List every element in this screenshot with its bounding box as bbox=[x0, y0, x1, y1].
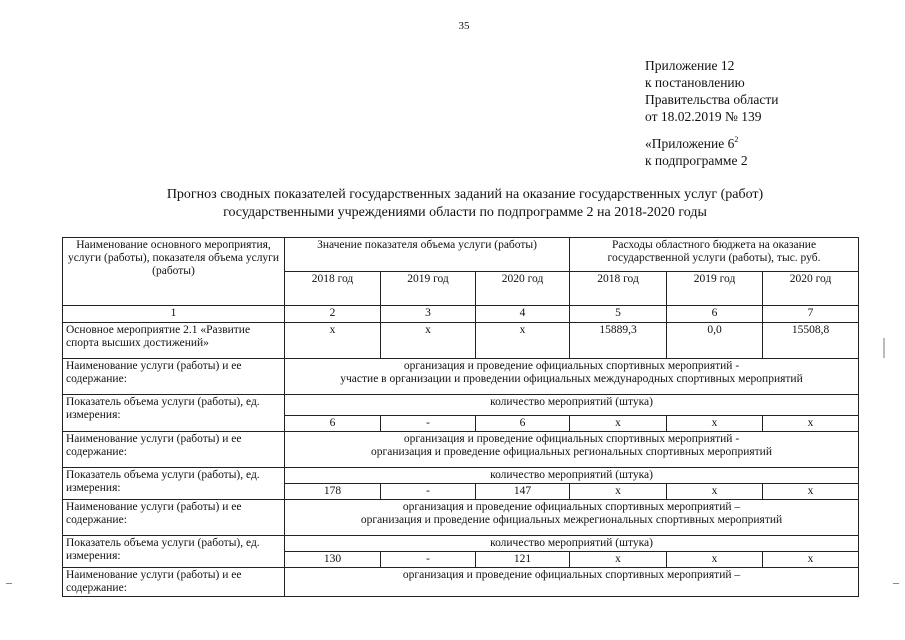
table-cell: 15508,8 bbox=[763, 323, 859, 359]
table-cell: x bbox=[285, 323, 381, 359]
scan-edge-mark bbox=[883, 338, 885, 358]
indicator-row bbox=[63, 468, 859, 484]
service-description-line-1: организация и проведение официальных спортивных мероприятий - bbox=[403, 433, 740, 445]
main-activity-row bbox=[63, 323, 859, 359]
service-description bbox=[285, 359, 859, 395]
scan-edge-mark-left bbox=[6, 583, 12, 584]
appendix-line-5-sup: 2 bbox=[734, 135, 739, 144]
table-cell: - bbox=[381, 416, 476, 432]
table-cell: x bbox=[763, 552, 859, 568]
header-group-expenses: Расходы областного бюджета на оказание государственной услуги (работы), тыс. руб. bbox=[570, 238, 859, 272]
service-row bbox=[63, 568, 859, 597]
indicator-description: количество мероприятий (штука) bbox=[285, 395, 859, 416]
appendix-line-5-main: «Приложение 6 bbox=[645, 136, 735, 151]
indicator-description: количество мероприятий (штука) bbox=[285, 468, 859, 484]
service-description-line-2: организация и проведение официальных региональных спортивных мероприятий bbox=[371, 446, 772, 458]
column-number: 6 bbox=[667, 306, 763, 323]
appendix-line-3: Правительства области bbox=[645, 92, 779, 107]
service-label: Наименование услуги (работы) и ее содержание: bbox=[63, 568, 285, 597]
header-year: 2020 год bbox=[476, 272, 570, 306]
service-label: Наименование услуги (работы) и ее содержание: bbox=[63, 359, 285, 395]
table-cell: x bbox=[570, 416, 667, 432]
service-description bbox=[285, 568, 859, 597]
service-description-line-2: участие в организации и проведении официальных международных спортивных мероприятий bbox=[340, 373, 803, 385]
indicator-label: Показатель объема услуги (работы), ед. измерения: bbox=[63, 468, 285, 500]
column-number: 5 bbox=[570, 306, 667, 323]
appendix-line-2: к постановлению bbox=[645, 75, 745, 90]
table-cell: - bbox=[381, 484, 476, 500]
table-cell: - bbox=[381, 552, 476, 568]
appendix-line-4: от 18.02.2019 № 139 bbox=[645, 109, 762, 124]
service-label: Наименование услуги (работы) и ее содержание: bbox=[63, 500, 285, 536]
column-number: 1 bbox=[63, 306, 285, 323]
table-cell: 6 bbox=[476, 416, 570, 432]
table-cell: 147 bbox=[476, 484, 570, 500]
table-cell: 178 bbox=[285, 484, 381, 500]
table-cell: x bbox=[763, 484, 859, 500]
main-activity-name: Основное мероприятие 2.1 «Развитие спорта высших достижений» bbox=[63, 323, 285, 359]
table-cell: x bbox=[570, 552, 667, 568]
column-number: 4 bbox=[476, 306, 570, 323]
service-description bbox=[285, 500, 859, 536]
indicator-description: количество мероприятий (штука) bbox=[285, 536, 859, 552]
service-description-line-1: организация и проведение официальных спортивных мероприятий - bbox=[403, 360, 740, 372]
table-cell: 6 bbox=[285, 416, 381, 432]
table-cell: x bbox=[667, 416, 763, 432]
header-year: 2018 год bbox=[285, 272, 381, 306]
service-row bbox=[63, 500, 859, 536]
header-year: 2019 год bbox=[381, 272, 476, 306]
table-cell: x bbox=[476, 323, 570, 359]
header-group-volume: Значение показателя объема услуги (работы) bbox=[285, 238, 570, 272]
service-description-line-1: организация и проведение официальных спортивных мероприятий – bbox=[402, 501, 741, 513]
table-cell: x bbox=[570, 484, 667, 500]
scan-edge-mark-right bbox=[893, 583, 899, 584]
table-cell: x bbox=[381, 323, 476, 359]
header-row-1 bbox=[63, 238, 859, 272]
column-number: 7 bbox=[763, 306, 859, 323]
header-year: 2020 год bbox=[763, 272, 859, 306]
forecast-table bbox=[62, 237, 859, 597]
header-col-1: Наименование основного мероприятия, услуги (работы), показателя объема услуги (работы) bbox=[63, 238, 285, 306]
header-year: 2019 год bbox=[667, 272, 763, 306]
service-description-line-1: организация и проведение официальных спортивных мероприятий – bbox=[402, 569, 741, 581]
service-row bbox=[63, 359, 859, 395]
table-cell: 121 bbox=[476, 552, 570, 568]
column-number-row bbox=[63, 306, 859, 323]
table-cell: x bbox=[763, 416, 859, 432]
table-cell: x bbox=[667, 484, 763, 500]
page-number: 35 bbox=[458, 20, 470, 32]
table-cell: x bbox=[667, 552, 763, 568]
indicator-label: Показатель объема услуги (работы), ед. измерения: bbox=[63, 536, 285, 568]
appendix-line-6: к подпрограмме 2 bbox=[645, 153, 748, 168]
appendix-block bbox=[645, 57, 778, 169]
service-row bbox=[63, 432, 859, 468]
table-cell: 15889,3 bbox=[570, 323, 667, 359]
document-title bbox=[60, 186, 870, 222]
service-description-line-2: организация и проведение официальных межрегиональных спортивных мероприятий bbox=[360, 514, 783, 526]
indicator-row bbox=[63, 536, 859, 552]
header-year: 2018 год bbox=[570, 272, 667, 306]
service-description bbox=[285, 432, 859, 468]
column-number: 2 bbox=[285, 306, 381, 323]
column-number: 3 bbox=[381, 306, 476, 323]
document-title-line-2: государственными учреждениями области по подпрограмме 2 на 2018-2020 годы bbox=[223, 205, 707, 220]
appendix-line-5 bbox=[645, 131, 778, 152]
table-cell: 130 bbox=[285, 552, 381, 568]
table-cell: 0,0 bbox=[667, 323, 763, 359]
appendix-line-1: Приложение 12 bbox=[645, 58, 735, 73]
service-label: Наименование услуги (работы) и ее содержание: bbox=[63, 432, 285, 468]
indicator-row bbox=[63, 395, 859, 416]
indicator-label: Показатель объема услуги (работы), ед. измерения: bbox=[63, 395, 285, 432]
document-title-line-1: Прогноз сводных показателей государственных заданий на оказание государственных услуг (работ) bbox=[166, 187, 764, 202]
